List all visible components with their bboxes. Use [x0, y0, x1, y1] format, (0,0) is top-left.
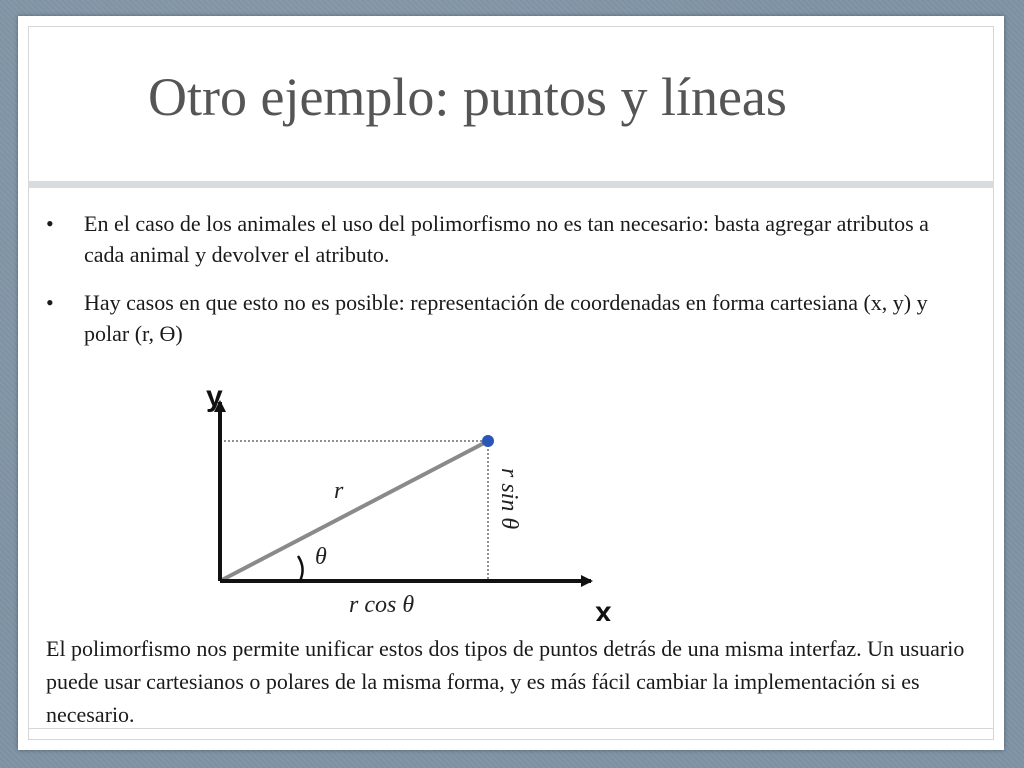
bullet-text: En el caso de los animales el uso del polimorfismo no es tan necesario: basta agregar atributos a cada animal y devolver el atributo. [84, 211, 929, 267]
y-axis-label: y [206, 380, 223, 413]
radius-line [220, 441, 488, 581]
x-axis-label: x [595, 596, 612, 621]
bullet-list [46, 208, 966, 366]
slide [18, 16, 1004, 750]
radius-label: r [334, 478, 344, 504]
bottom-divider [28, 728, 994, 729]
slide-title: Otro ejemplo: puntos y líneas [148, 67, 787, 127]
polar-cartesian-diagram [158, 376, 628, 621]
angle-label: θ [315, 544, 327, 570]
bullet-marker: • [46, 290, 54, 315]
bullet-text: Hay casos en que esto no es posible: representación de coordenadas en forma cartesiana (x, y) y polar (r, ϴ) [84, 290, 928, 346]
polar-point [482, 435, 494, 447]
horizontal-component-label: r cos θ [349, 592, 415, 618]
bullet-marker: • [46, 211, 54, 236]
bullet-item [46, 208, 966, 270]
angle-arc [298, 556, 303, 581]
conclusion-text: El polimorfismo nos permite unificar estos dos tipos de puntos detrás de una misma interfaz. Un usuario puede usar cartesianos o polares de la misma forma, y es más fácil cambiar la implementación si es necesario. [46, 636, 965, 727]
title-divider [28, 181, 994, 188]
vertical-component-label: r sin θ [496, 468, 522, 530]
bullet-item [46, 287, 966, 349]
